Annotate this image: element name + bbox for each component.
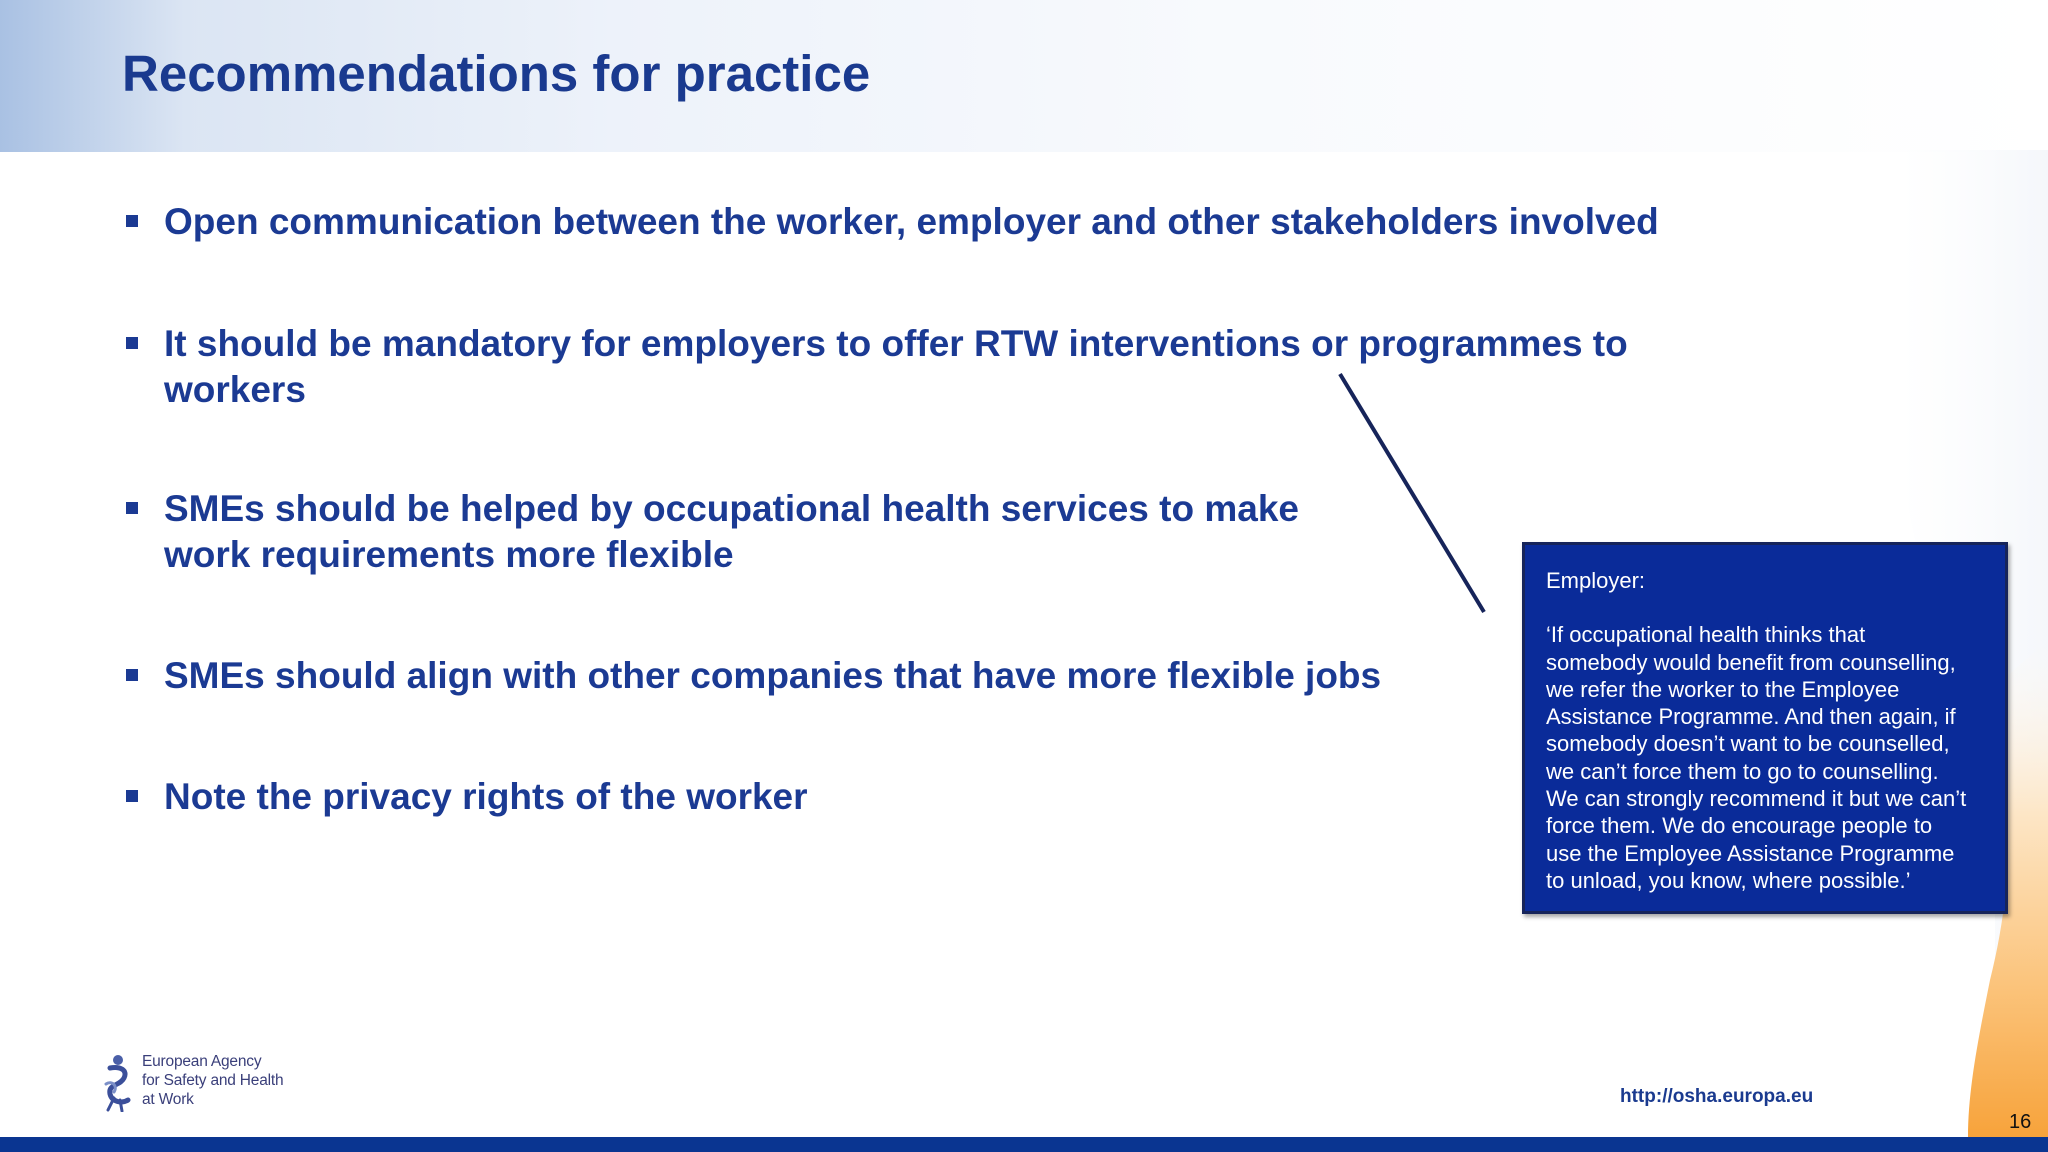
quote-line: we refer the worker to the Employee <box>1546 676 1900 702</box>
bullet-text: Open communication between the worker, employer and other stakeholders involved <box>164 201 1659 242</box>
logo-text <box>142 1052 283 1109</box>
eu-osha-logo <box>100 1052 300 1114</box>
bullet-text-line: workers <box>164 369 306 410</box>
quote-line: we can’t force them to go to counselling. <box>1546 758 1939 784</box>
square-bullet-icon <box>126 215 138 227</box>
bullet-text-line: SMEs should be helped by occupational health services to make <box>164 488 1299 529</box>
page-number: 16 <box>2009 1111 2032 1133</box>
slide-title: Recommendations for practice <box>122 45 871 102</box>
quote-line: to unload, you know, where possible.’ <box>1546 867 1911 893</box>
quote-line: force them. We do encourage people to <box>1546 813 1933 839</box>
bullet-text: SMEs should align with other companies that have more flexible jobs <box>164 655 1382 696</box>
square-bullet-icon <box>126 502 138 514</box>
eu-osha-figure-logo-icon <box>100 1054 140 1112</box>
logo-line: European Agency <box>142 1053 262 1070</box>
quote-line: ‘If occupational health thinks that <box>1546 622 1866 648</box>
logo-line: for Safety and Health <box>142 1072 284 1089</box>
quote-line: We can strongly recommend it but we can’t <box>1546 786 1967 812</box>
footer-url-link[interactable]: http://osha.europa.eu <box>1620 1086 1814 1107</box>
square-bullet-icon <box>126 337 138 349</box>
quote-text <box>1546 621 1983 894</box>
bullet-text-line: work requirements more flexible <box>164 534 734 575</box>
bullet-item <box>164 774 808 820</box>
quote-line: somebody doesn’t want to be counselled, <box>1546 731 1950 757</box>
bullet-item <box>164 486 1299 578</box>
square-bullet-icon <box>126 669 138 681</box>
footer-bar <box>0 1137 2048 1152</box>
quote-line: somebody would benefit from counselling, <box>1546 649 1956 675</box>
bullet-item <box>164 199 1659 245</box>
logo-line: at Work <box>142 1091 194 1108</box>
quote-speaker: Employer: <box>1546 568 1646 593</box>
quote-line: use the Employee Assistance Programme <box>1546 840 1955 866</box>
employer-quote-callout <box>1522 542 2008 914</box>
square-bullet-icon <box>126 790 138 802</box>
quote-line: Assistance Programme. And then again, if <box>1546 704 1956 730</box>
bullet-text-line: It should be mandatory for employers to offer RTW interventions or programmes to <box>164 323 1628 364</box>
bullet-item <box>164 321 1628 413</box>
bullet-text: Note the privacy rights of the worker <box>164 776 808 817</box>
bullet-item <box>164 653 1381 699</box>
